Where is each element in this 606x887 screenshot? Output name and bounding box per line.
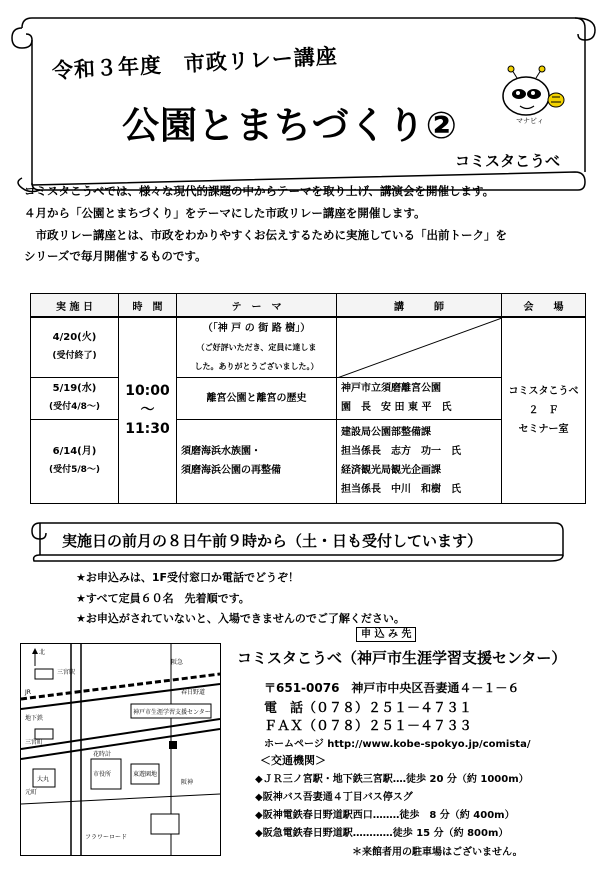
time-end: 11:30 <box>125 420 170 437</box>
date-cell <box>31 317 119 377</box>
intro-line: コミスタこうべでは、様々な現代的課題の中からテーマを取り上げ、講演会を開催します。 <box>24 184 495 198</box>
map-label: 北 <box>39 649 46 656</box>
theme-cell <box>177 419 337 503</box>
date: 4/20(火) <box>52 332 97 344</box>
speaker-cell-empty <box>337 317 502 377</box>
venue-room: セミナー室 <box>518 423 569 435</box>
map-label: 春日野道 <box>181 689 206 696</box>
homepage-link[interactable]: ホームページ http://www.kobe-spokyo.jp/comista/ <box>264 739 531 750</box>
theme-cell <box>177 317 337 377</box>
date: 6/14(月) <box>52 446 97 457</box>
theme-note: した。ありがとうございました。） <box>194 361 319 371</box>
map-label: 地下鉄 <box>25 715 44 722</box>
venue-cell <box>502 317 586 503</box>
theme-title: 離宮公園と離宮の歴史 <box>206 392 307 404</box>
theme-cell <box>177 377 337 419</box>
phone-number: 電 話（０７８）２５１－４７３１ <box>264 701 473 716</box>
map-label: フラワーロード <box>85 834 128 841</box>
time-cell <box>119 317 177 503</box>
time-start: 10:00 <box>125 382 170 399</box>
venue-name: コミスタこうべ <box>508 385 579 397</box>
column-header-time: 時 間 <box>119 294 177 318</box>
speaker-line: 担当係長 中川 和樹 氏 <box>341 484 461 495</box>
theme-note: （ご好評いただき、定員に達しま <box>196 342 317 352</box>
theme-title: 須磨海浜水族園・ <box>181 446 261 457</box>
date-note: (受付5/8～) <box>48 465 101 475</box>
organizer-name: コミスタこうべ <box>455 152 561 170</box>
map-label: 神戸市生涯学習支援センター <box>133 709 211 716</box>
apply-to-label: 申 込 み 先 <box>356 627 416 642</box>
map-label: 大丸 <box>37 776 50 783</box>
map-label: 市役所 <box>93 771 112 778</box>
speaker-line: 経済観光局観光企画課 <box>341 465 441 476</box>
speaker-line: 担当係長 志方 功一 氏 <box>341 446 461 457</box>
speaker-line: 建設局公園部整備課 <box>341 427 431 438</box>
access-line: ◆阪神バス吾妻通４丁目バス停スグ <box>255 792 413 803</box>
speaker-line: 園 長 安 田 東 平 氏 <box>341 402 452 413</box>
column-header-date: 実 施 日 <box>31 294 119 318</box>
intro-line: シリーズで毎月開催するものです。 <box>24 249 207 263</box>
date-cell <box>31 419 119 503</box>
strike-diagonal <box>337 318 502 378</box>
access-line: ◆ＪＲ三ノ宮駅・地下鉄三宮駅‥‥徒歩 20 分（約 1000m） <box>255 774 529 785</box>
table-row <box>31 317 586 377</box>
map-label: 元町 <box>25 789 38 796</box>
map-label: 花時計 <box>93 751 112 758</box>
table-header-row <box>31 294 586 318</box>
series-title: 令和３年度 市政リレー講座 <box>51 44 339 83</box>
speaker-cell <box>337 377 502 419</box>
note-line: ★すべて定員６０名 先着順です。 <box>76 592 250 605</box>
intro-line: ４月から「公園とまちづくり」をテーマにした市政リレー講座を開催します。 <box>24 206 426 220</box>
theme-title: （「神 戸 の 街 路 樹」） <box>202 322 311 334</box>
access-line: ◆阪神電鉄春日野道駅西口‥‥‥‥徒歩 8 分（約 400m） <box>255 810 515 821</box>
access-title: ＜交通機関＞ <box>260 754 326 767</box>
time-separator: ～ <box>140 401 155 418</box>
column-header-venue: 会 場 <box>502 294 586 318</box>
date-note: (受付4/8～) <box>48 402 101 412</box>
intro-line: 市政リレー講座とは、市政をわかりやすくお伝えするために実施している「出前トーク」を <box>24 228 507 242</box>
date: 5/19(水) <box>52 383 97 394</box>
column-header-speaker: 講 師 <box>337 294 502 318</box>
speaker-cell <box>337 419 502 503</box>
application-start-banner: 実施日の前月の８日午前９時から（土・日も受付しています） <box>62 532 483 550</box>
theme-title: 須磨海浜公園の再整備 <box>181 465 281 476</box>
access-line: ◆阪急電鉄春日野道駅‥‥‥‥‥‥徒歩 15 分（約 800m） <box>255 828 509 839</box>
note-line: ★お申込がされていないと、入場できませんのでご了解ください。 <box>76 612 405 625</box>
map-label: 三宮町 <box>25 739 44 746</box>
column-header-theme: テ ー マ <box>177 294 337 318</box>
date-cell <box>31 377 119 419</box>
mascot-bee-icon <box>503 66 564 115</box>
map-label: 阪神 <box>181 779 194 786</box>
speaker-line: 神戸市立須磨離宮公園 <box>341 383 441 394</box>
map-label: 三宮駅 <box>57 669 76 676</box>
note-line: ★お申込みは、1F受付窓口か電話でどうぞ！ <box>76 571 300 584</box>
venue-floor: ２ Ｆ <box>528 404 559 416</box>
access-map <box>20 643 221 856</box>
destination-marker-icon <box>169 741 177 749</box>
map-label: 東遊園地 <box>133 771 158 778</box>
date-note: (受付終了) <box>52 351 97 362</box>
contact-organization: コミスタこうべ（神戸市生涯学習支援センター） <box>237 649 567 667</box>
mascot-name: マナビィ <box>516 117 544 125</box>
map-label: 阪急 <box>171 659 184 666</box>
schedule-table <box>30 293 586 504</box>
map-label: JR <box>25 689 31 696</box>
postal-address: 〒651-0076 神戸市中央区吾妻通４－１－６ <box>264 681 520 695</box>
fax-number: ＦＡＸ（０７８）２５１－４７３３ <box>264 719 473 734</box>
parking-note: ＊来館者用の駐車場はございません。 <box>352 847 523 858</box>
main-title: 公園とまちづくり② <box>122 104 458 147</box>
